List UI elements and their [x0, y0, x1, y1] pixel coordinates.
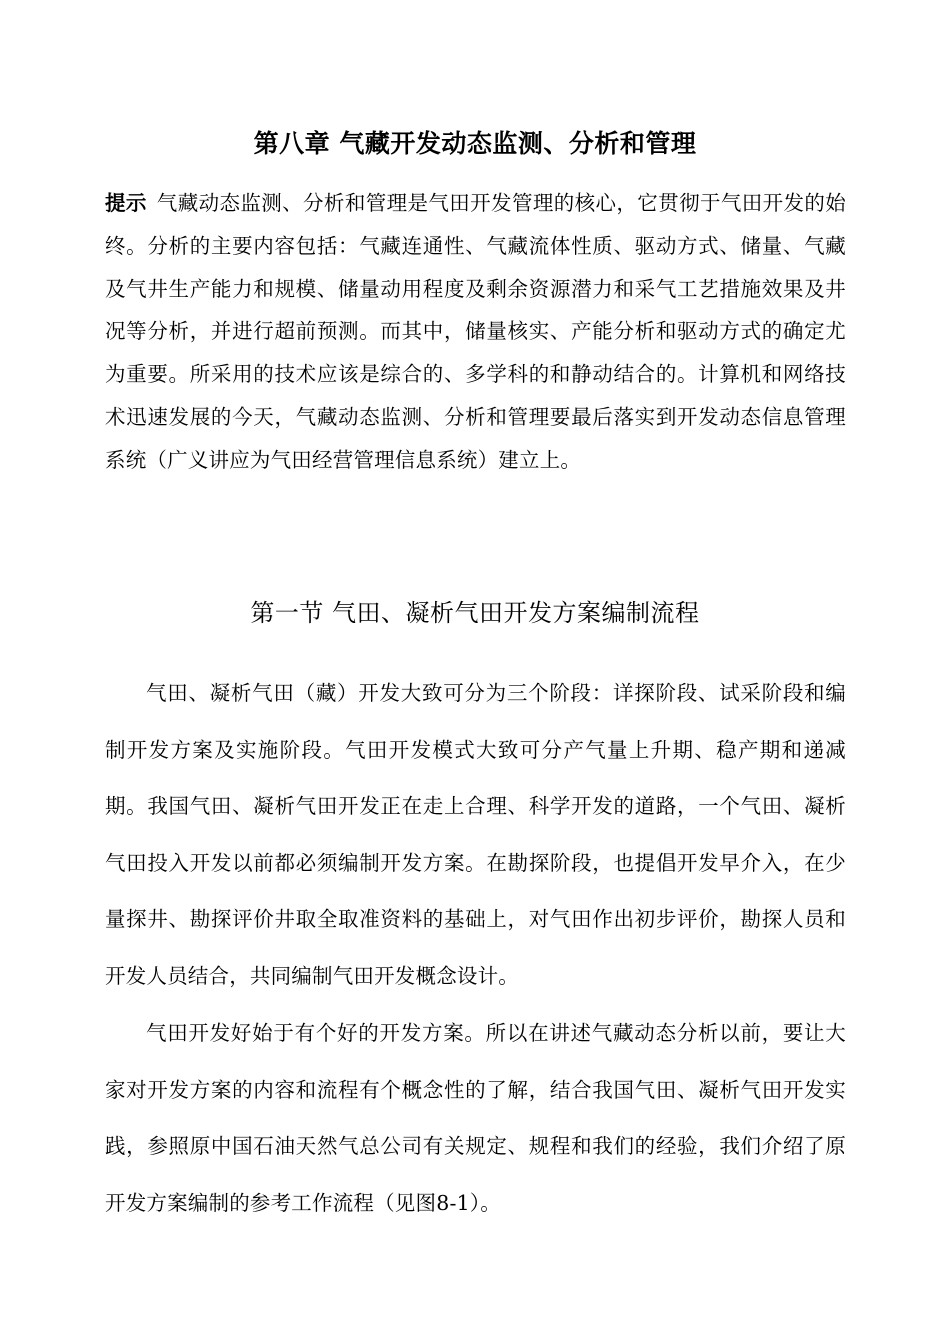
chapter-title: 第八章 气藏开发动态监测、分析和管理: [253, 129, 697, 158]
body-paragraph: 气田、凝析气田（藏）开发大致可分为三个阶段：详探阶段、试采阶段和编制开发方案及实施阶段。气田开发模式大致可分产气量上升期、稳产期和递减期。我国气田、凝析气田开发正在走上合理、科学开发的道路，一个气田、凝析气田投入开发以前都必须编制开发方案。在勘探阶段，也提倡开发早介入，在少量探井、勘探评价井取全取准资料的基础上，对气田作出初步评价，勘探人员和开发人员结合，共同编制气田开发概念设计。: [105, 681, 846, 988]
tip-text: 气藏动态监测、分析和管理是气田开发管理的核心，它贯彻于气田开发的始终。分析的主要内容包括：气藏连通性、气藏流体性质、驱动方式、储量、气藏及气井生产能力和规模、储量动用程度及剩余资源潜力和采气工艺措施效果及井况等分析，并进行超前预测。而其中，储量核实、产能分析和驱动方式的确定尤为重要。所采用的技术应该是综合的、多学科的和静动结合的。计算机和网络技术迅速发展的今天，气藏动态监测、分析和管理要最后落实到开发动态信息管理系统（广义讲应为气田经营管理信息系统）建立上。: [105, 191, 846, 472]
section-title: 第一节 气田、凝析气田开发方案编制流程: [250, 599, 700, 627]
tip-label: 提示: [105, 191, 147, 215]
tip-block: [105, 182, 846, 482]
body-paragraph: 气田开发好始于有个好的开发方案。所以在讲述气藏动态分析以前，要让大家对开发方案的内容和流程有个概念性的了解，结合我国气田、凝析气田开发实践，参照原中国石油天然气总公司有关规定、规程和我们的经验，我们介绍了原开发方案编制的参考工作流程（见图8-1）。: [105, 1021, 846, 1215]
